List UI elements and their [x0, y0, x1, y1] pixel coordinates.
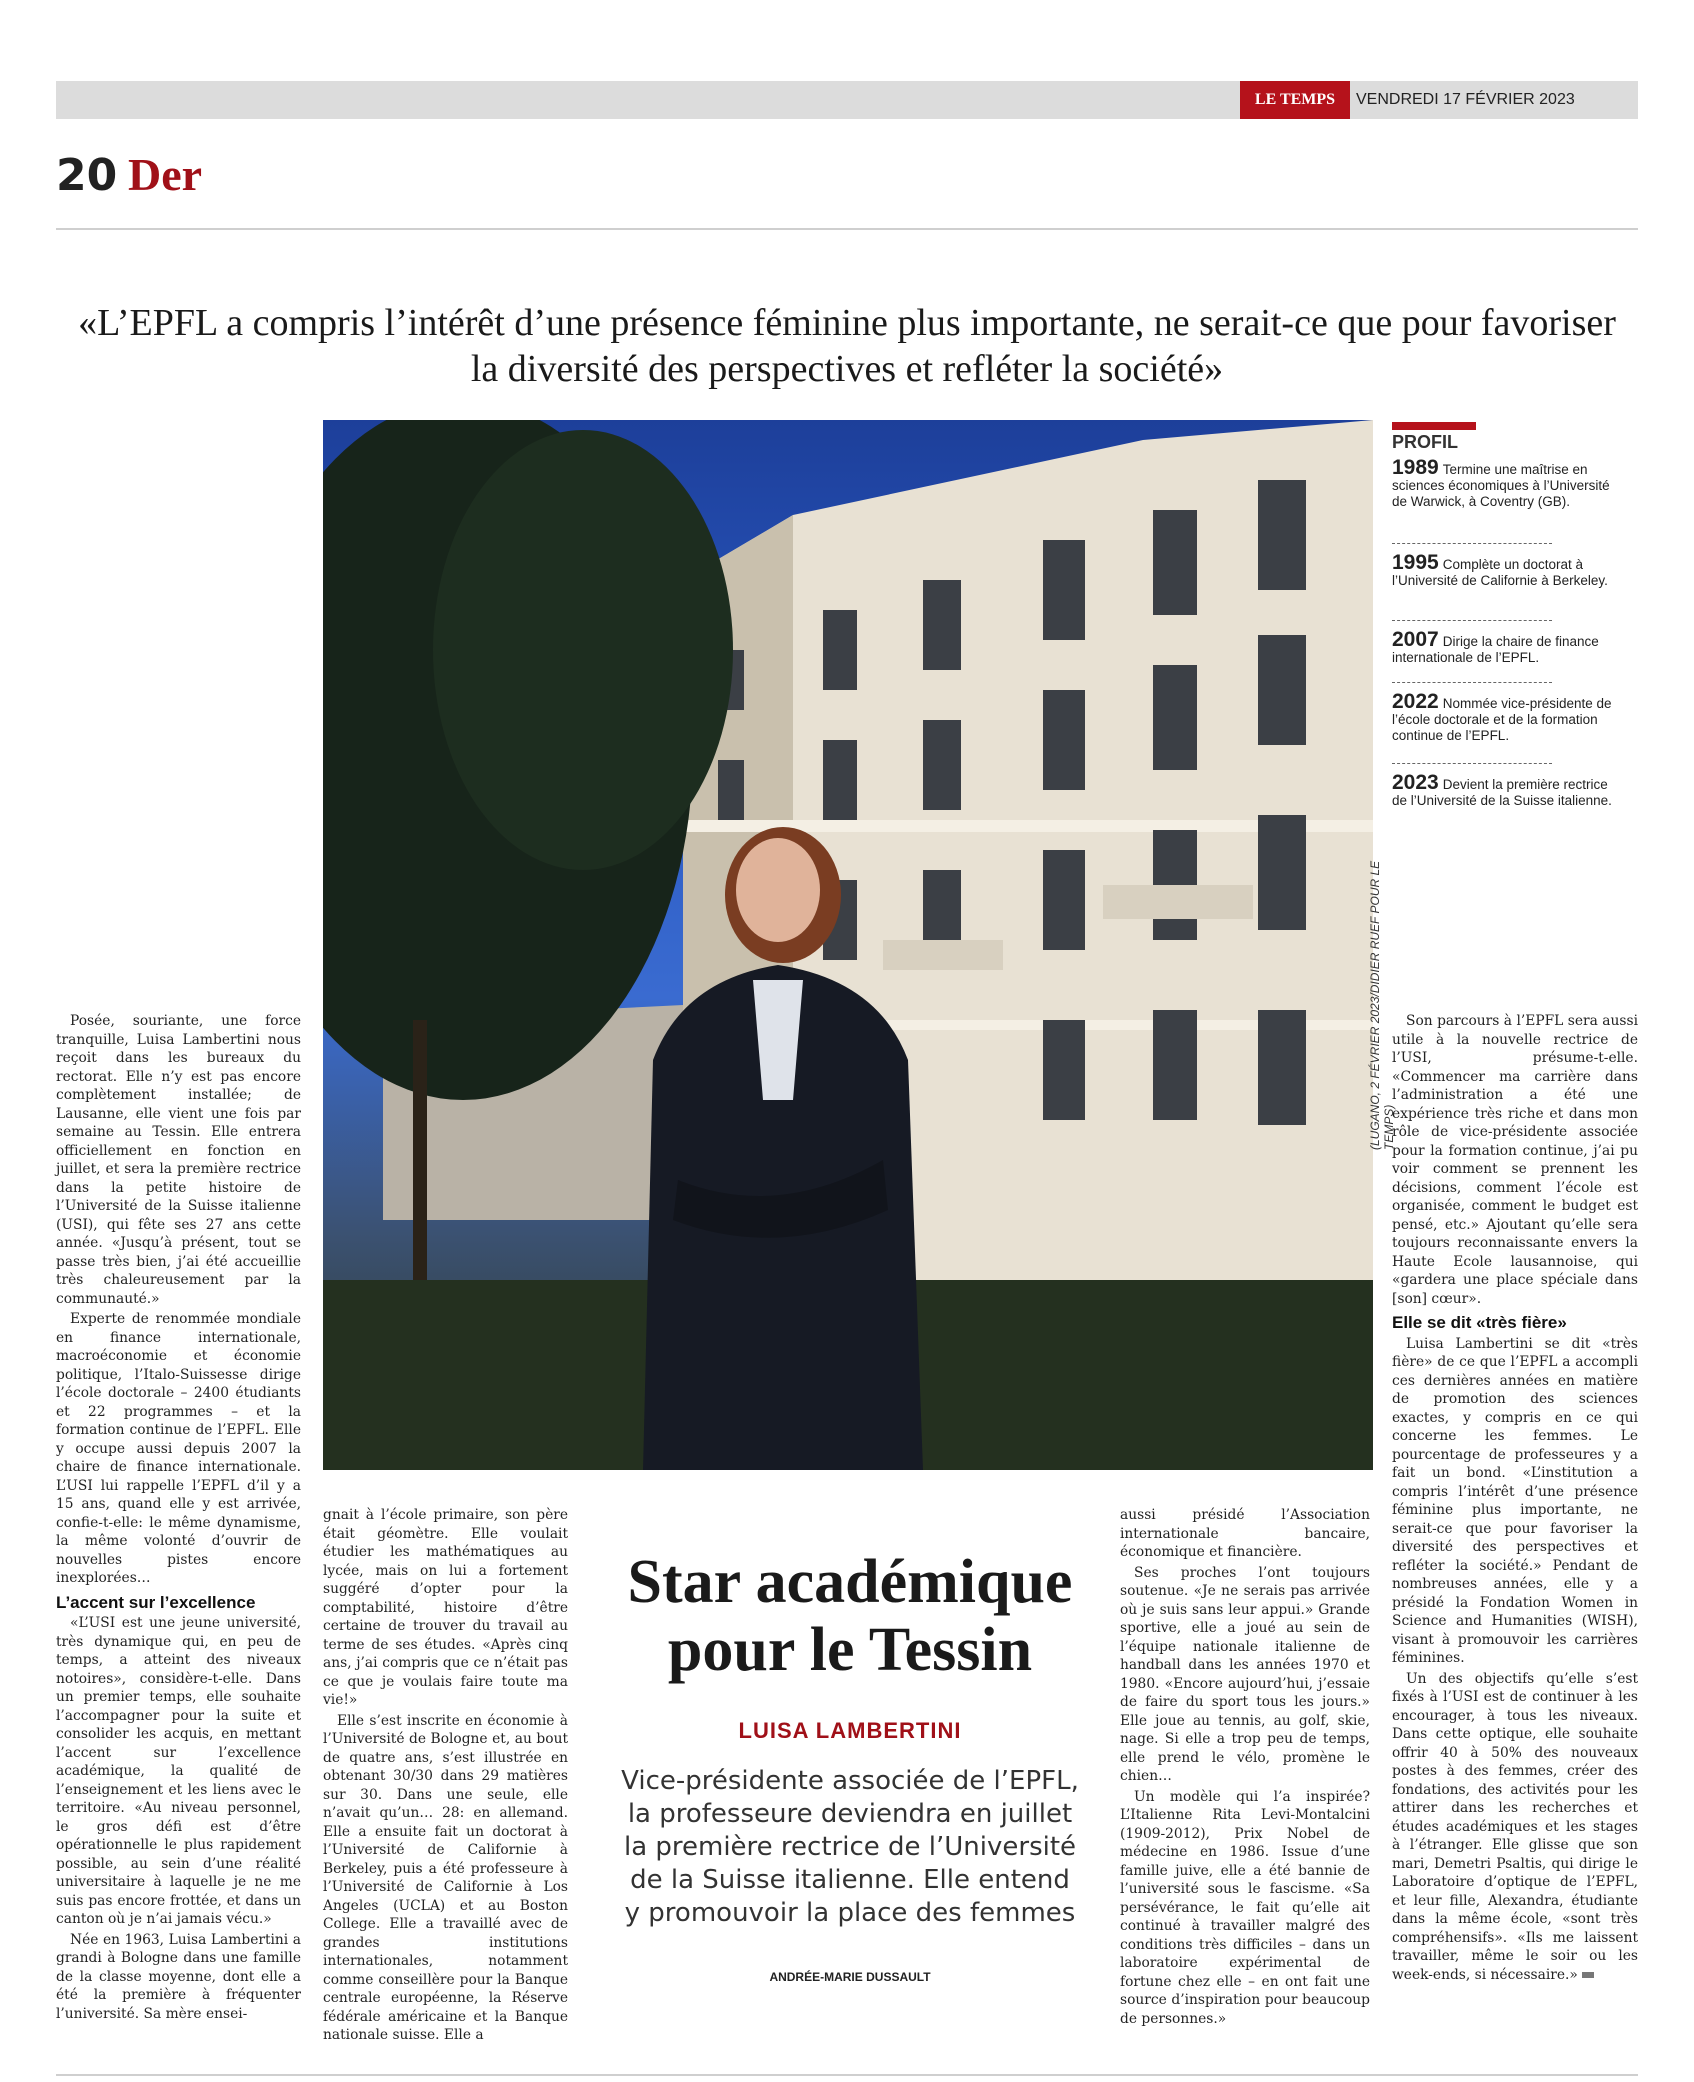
page-number: 20: [56, 150, 118, 201]
paragraph: Son parcours à l’EPFL sera aussi utile à la nouvelle rectrice de l’USI, présume-t-elle. «Commencer ma carrière dans l’administration a été une expérience très riche et dans mon rôle de vice-présidente associée pour la formation continue, j’ai pu voir comment se prennent les décisions, comment l’école est organisée, comment le budget est pensé, etc.» Ajoutant qu’elle sera toujours reconnaissante envers la Haute Ecole lausannoise, qui «gardera une place spéciale dans [son] cœur».: [1392, 1013, 1638, 1307]
profile-divider: [1392, 682, 1552, 683]
profile-year: 1989: [1392, 456, 1439, 479]
profile-year: 2007: [1392, 628, 1439, 651]
profile-text: Nommée vice-présidente de l’école doctorale et de la formation continue de l’EPFL.: [1392, 696, 1612, 743]
profile-title: PROFIL: [1392, 432, 1458, 452]
article-column-2: [323, 1506, 568, 2047]
profile-text: Dirige la chaire de finance internationale de l’EPFL.: [1392, 634, 1599, 665]
footer-divider: [56, 2074, 1638, 2076]
author-byline: ANDRÉE-MARIE DUSSAULT: [769, 1970, 931, 1984]
profile-divider: [1392, 543, 1552, 544]
profile-text: Termine une maîtrise en sciences économiques à l’Université de Warwick, à Coventry (GB).: [1392, 462, 1610, 509]
subheading: L’accent sur l’excellence: [56, 1592, 256, 1612]
section-title: Der: [128, 149, 203, 200]
headline: Star académique pour le Tessin: [627, 1548, 1073, 1684]
paragraph: aussi présidé l’Association internationale bancaire, économique et financière.: [1120, 1507, 1370, 1560]
profile-year: 2022: [1392, 690, 1439, 713]
paragraph: «L’USI est une jeune université, très dynamique qui, en peu de temps, a atteint des niveaux notoires», considère-t-elle. Dans un premier temps, elle souhaite l’accompagner pour la suite et consolider les acquis, en mettant l’accent sur l’excellence académique, la qualité de l’enseignement et les liens avec le territoire. «Au niveau personnel, le gros défi est d’être opérationnelle le plus rapidement possible, au sein d’une réalité universitaire à laquelle je ne me suis pas encore frottée, et dans un canton où je n’ai jamais vécu.»: [56, 1615, 301, 1927]
paragraph: Née en 1963, Luisa Lambertini a grandi à Bologne dans une famille de la classe moyenne, dont elle a été la première à fréquenter l’université. Sa mère ensei-: [56, 1931, 301, 2022]
photo-illustration: [323, 420, 1373, 1470]
end-mark-icon: [1582, 1972, 1594, 1978]
brand-logo[interactable]: LE TEMPS: [1240, 81, 1350, 119]
paragraph: Ses proches l’ont toujours soutenue. «Je ne serais pas arrivée où je suis sans leur appui.» Grande sportive, elle a joué au sein de l’équipe nationale italienne de handball dans les années 1970 et 1980. «Encore aujourd’hui, j’essaie de faire du sport tous les jours.» Elle joue au tennis, au golf, skie, nage. Si elle a trop peu de temps, elle prend le vélo, promène le chien…: [1120, 1564, 1370, 1784]
paragraph: Luisa Lambertini se dit «très fière» de ce que l’EPFL a accompli ces dernières années en matière de promotion des sciences exactes, y compris en ce qui concerne les femmes. Le pourcentage de professeures y a fait un bond. «L’institution a compris l’intérêt d’une présence féminine plus importante, ne serait-ce que pour favoriser la diversité des perspectives et refléter la société.» Pendant de nombreuses années, elle y a présidé la Fondation Women in Science and Humanities (WISH), visant à promouvoir les carrières féminines.: [1392, 1335, 1638, 1666]
pull-quote: «L’EPFL a compris l’intérêt d’une présence féminine plus importante, ne serait-ce que pour favoriser la diversité des perspectives et refléter la société»: [78, 302, 1616, 390]
paragraph: [1392, 1670, 1638, 1985]
profile-text: Complète un doctorat à l’Université de Californie à Berkeley.: [1392, 557, 1608, 588]
profile-entry: [1392, 456, 1622, 510]
article-column-3: [1120, 1506, 1370, 2030]
profile-divider: [1392, 620, 1552, 621]
profile-year: 1995: [1392, 551, 1439, 574]
profile-divider: [1392, 763, 1552, 764]
profile-entry: [1392, 551, 1622, 589]
article-lead: Vice-présidente associée de l’EPFL, la professeure deviendra en juillet la première rectrice de l’Université de la Suisse italienne. Elle entend y promouvoir la place des femmes: [621, 1766, 1079, 1928]
profile-entry: [1392, 771, 1622, 809]
paragraph-text: Un des objectifs qu’elle s’est fixés à l’USI est de continuer à les encourager, à tous les niveaux. Dans cette optique, elle souhaite offrir 40 à 50% des nouveaux postes à des femmes, créer des fondations, des activités pour les attirer dans les recherches et études académiques et les stages à l’étranger. Elle glisse que son mari, Demetri Psaltis, qui dirige le Laboratoire d’optique de l’EPFL, et leur fille, Alexandra, étudiante dans la même école, «sont très compréhensifs». «Ils me laissent travailler, même le soir ou les week-ends, si nécessaire.»: [1392, 1670, 1638, 1983]
profile-entry: [1392, 690, 1622, 744]
portrait-photo: [323, 420, 1373, 1470]
paragraph: Posée, souriante, une force tranquille, Luisa Lambertini nous reçoit dans les bureaux du rectorat. Elle n’y est pas encore complètement installée; de Lausanne, elle vient une fois par semaine au Tessin. Elle entrera officiellement en fonction en juillet, et sera la première rectrice dans la petite histoire de l’Université de la Suisse italienne (USI), qui fête ses 27 ans cette année. «Jusqu’à présent, tout se passe très bien, j’ai été accueillie très chaleureusement par la communauté.»: [56, 1013, 301, 1307]
profile-year: 2023: [1392, 771, 1439, 794]
article-column-1: [56, 1012, 301, 2025]
paragraph: Elle s’est inscrite en économie à l’Université de Bologne et, au bout de quatre ans, s’est illustrée en obtenant 30/30 dans 29 matières sur 30. Dans une seule, elle n’avait qu’un… 28: en allemand. Elle a ensuite fait un doctorat à l’Université de Californie à Berkeley, puis a été professeure à l’Université de Californie à Los Angeles (UCLA) et au Boston College. Elle a travaillé avec de grandes institutions internationales, notamment comme conseillère pour la Banque centrale européenne, la Réserve fédérale américaine et la Banque nationale suisse. Elle a: [323, 1712, 568, 2043]
photo-credit: (LUGANO, 2 FÉVRIER 2023/DIDIER RUEF POUR LE TEMPS): [1368, 860, 1396, 1150]
profile-text: Devient la première rectrice de l’Université de la Suisse italienne.: [1392, 777, 1612, 808]
paragraph: gnait à l’école primaire, son père était géomètre. Elle voulait étudier les mathématiques au lycée, mais on lui a fortement suggéré d’opter pour la comptabilité, histoire d’être certaine de trouver du travail au terme de ses études. «Après cinq ans, j’ai compris que ce n’était pas ce que je voulais faire toute ma vie!»: [323, 1507, 568, 1708]
profile-entry: [1392, 628, 1622, 666]
paragraph: Experte de renommée mondiale en finance internationale, macroéconomie et économie politique, l’Italo-Suissesse dirige l’école doctorale – 2400 étudiants et 22 programmes – et la formation continue de l’EPFL. Elle y occupe aussi depuis 2007 la chaire de finance internationale. L’USI lui rappelle l’EPFL d’il y a 15 ans, quand elle y est arrivée, confie-t-elle: le même dynamisme, la même volonté d’ouvrir de nouvelles pistes encore inexplorées…: [56, 1311, 301, 1586]
issue-date: VENDREDI 17 FÉVRIER 2023: [1356, 91, 1575, 108]
paragraph: Un modèle qui l’a inspirée? L’Italienne Rita Levi-Montalcini (1909-2012), Prix Nobel de médecine en 1986. Issue d’une famille juive, elle a été bannie de l’université sous le fascisme. «Sa persévérance, le fait qu’elle ait continué à travailler malgré des conditions très difficiles – dans un laboratoire expérimental de fortune chez elle – en ont fait une source d’inspiration pour beaucoup de personnes.»: [1120, 1788, 1370, 2027]
subject-name: LUISA LAMBERTINI: [738, 1718, 962, 1743]
subheading: Elle se dit «très fière»: [1392, 1313, 1567, 1332]
header-divider: [56, 228, 1638, 230]
profile-accent-bar: [1392, 422, 1476, 430]
article-column-4: [1392, 1012, 1638, 1986]
